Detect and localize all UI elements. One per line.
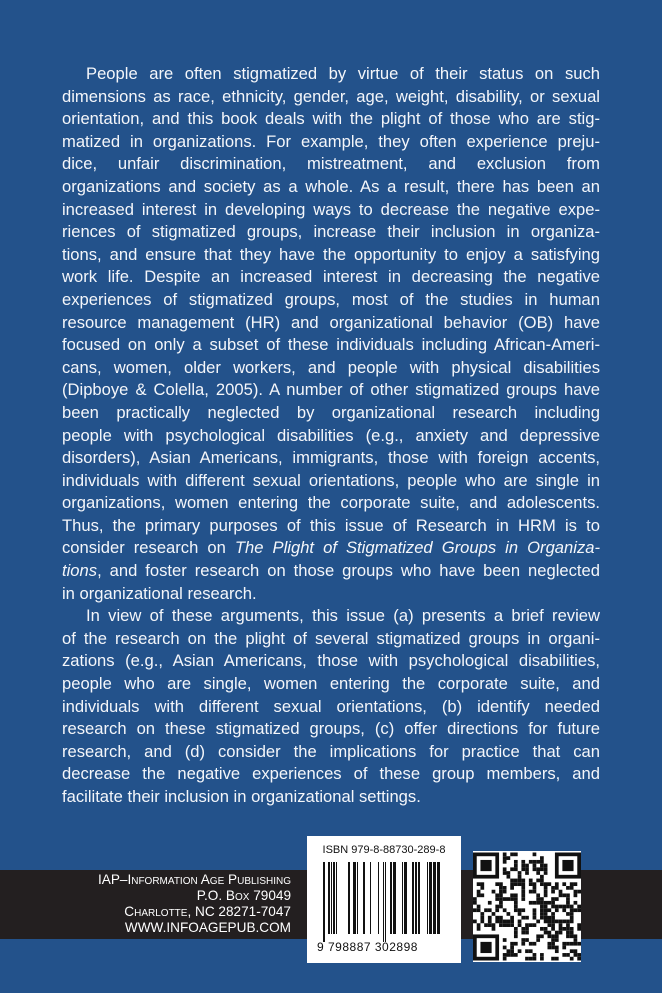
text-segment: individuals with different sexual orientations, (b) identify needed xyxy=(62,696,600,716)
text-segment: resource management (HR) and organizational behavior (OB) have xyxy=(62,312,600,332)
text-segment: orientation, and this book deals with the plight of those who are stig- xyxy=(62,109,600,129)
blurb-line xyxy=(62,86,600,109)
blurb-line xyxy=(62,537,600,560)
blurb-line xyxy=(62,696,600,719)
publisher-website: WWW.INFOAGEPUB.COM xyxy=(124,920,291,935)
text-segment: zations (e.g., Asian Americans, those with psychological disabilities, xyxy=(62,651,600,671)
qr-code-icon xyxy=(473,851,581,962)
blurb-line xyxy=(62,673,600,696)
blurb-line xyxy=(62,312,600,335)
blurb-line xyxy=(62,583,600,606)
blurb-line xyxy=(62,650,600,673)
blurb-line xyxy=(62,447,600,470)
text-segment: organizations and society as a whole. As a result, there has been an xyxy=(62,176,600,196)
publisher-address: P.O. Box 79049 xyxy=(196,888,291,903)
text-segment: people with psychological disabilities (e.g., anxiety and depressive xyxy=(62,425,600,445)
blurb-line xyxy=(62,425,600,448)
text-segment: dimensions as race, ethnicity, gender, age, weight, disability, or sexual xyxy=(62,86,600,106)
blurb-line xyxy=(62,492,600,515)
publisher-city: Charlotte, NC 28271-7047 xyxy=(124,904,291,919)
text-segment: matized in organizations. For example, they often experience preju- xyxy=(62,131,600,151)
text-segment: of the research on the plight of several stigmatized groups in organi- xyxy=(62,628,600,648)
blurb-line xyxy=(62,266,600,289)
isbn-barcode xyxy=(307,836,461,963)
blurb-line xyxy=(62,357,600,380)
text-segment: (Dipboye & Colella, 2005). A number of other stigmatized groups have xyxy=(62,380,600,400)
text-segment: research on these stigmatized groups, (c) offer directions for future xyxy=(62,719,600,739)
blurb-line xyxy=(62,221,600,244)
text-segment: individuals with different sexual orientations, people who are single in xyxy=(62,470,600,490)
blurb-line xyxy=(62,560,600,583)
text-segment: In view of these arguments, this issue (a) presents a brief review xyxy=(86,606,600,626)
blurb-line xyxy=(62,741,600,764)
blurb-line xyxy=(62,108,600,131)
text-segment: disorders), Asian Americans, immigrants, those with foreign accents, xyxy=(62,448,600,468)
blurb-line xyxy=(62,153,600,176)
text-segment: organizations, women entering the corporate suite, and adolescents. xyxy=(62,493,600,513)
text-segment: tions, and ensure that they have the opportunity to enjoy a satisfying xyxy=(62,244,600,264)
blurb-line xyxy=(62,176,600,199)
blurb-line xyxy=(62,379,600,402)
text-segment: been practically neglected by organizational research including xyxy=(62,402,600,422)
text-segment: , and foster research on those groups who have been neglected xyxy=(97,561,600,581)
barcode-bars-icon xyxy=(323,862,445,942)
isbn-label: ISBN 979-8-88730-289-8 xyxy=(322,844,446,856)
text-segment: decrease the negative experiences of these group members, and xyxy=(62,764,600,784)
blurb-line xyxy=(62,244,600,267)
blurb-line xyxy=(62,718,600,741)
text-segment: People are often stigmatized by virtue of their status on such xyxy=(86,64,600,83)
text-segment: people who are single, women entering the corporate suite, and xyxy=(62,674,600,694)
blurb-line xyxy=(62,605,600,628)
text-segment: Thus, the primary purposes of this issue of Research in HRM is to xyxy=(62,515,600,535)
publisher-name: IAP–Information Age Publishing xyxy=(97,872,291,887)
barcode-digits: 9 798887 302898 xyxy=(317,940,418,954)
text-segment: in organizational research. xyxy=(62,583,257,603)
publisher-info xyxy=(98,872,291,936)
text-segment: work life. Despite an increased interest in decreasing the negative xyxy=(62,267,600,287)
blurb-line xyxy=(62,786,600,809)
text-segment: consider research on xyxy=(62,538,235,558)
blurb-line xyxy=(62,289,600,312)
blurb-line xyxy=(62,515,600,538)
text-segment: research, and (d) consider the implications for practice that can xyxy=(62,741,600,761)
blurb-line xyxy=(62,763,600,786)
text-segment: cans, women, older workers, and people with physical disabilities xyxy=(62,357,600,377)
blurb-line xyxy=(62,334,600,357)
back-cover-blurb xyxy=(62,63,600,809)
book-title-italic: tions xyxy=(62,561,98,581)
blurb-line xyxy=(62,63,600,86)
blurb-line xyxy=(62,628,600,651)
text-segment: experiences of stigmatized groups, most of the studies in human xyxy=(62,289,600,309)
blurb-line xyxy=(62,199,600,222)
text-segment: riences of stigmatized groups, increase their inclusion in organiza- xyxy=(62,222,600,242)
blurb-line xyxy=(62,131,600,154)
text-segment: dice, unfair discrimination, mistreatment, and exclusion from xyxy=(62,154,600,174)
text-segment: focused on only a subset of these individuals including African-Ameri- xyxy=(62,335,600,355)
text-segment: facilitate their inclusion in organizational settings. xyxy=(62,787,421,806)
blurb-line xyxy=(62,402,600,425)
text-segment: increased interest in developing ways to decrease the negative expe- xyxy=(62,199,600,219)
blurb-line xyxy=(62,470,600,493)
book-title-italic: The Plight of Stigmatized Groups in Organiza- xyxy=(234,538,600,558)
